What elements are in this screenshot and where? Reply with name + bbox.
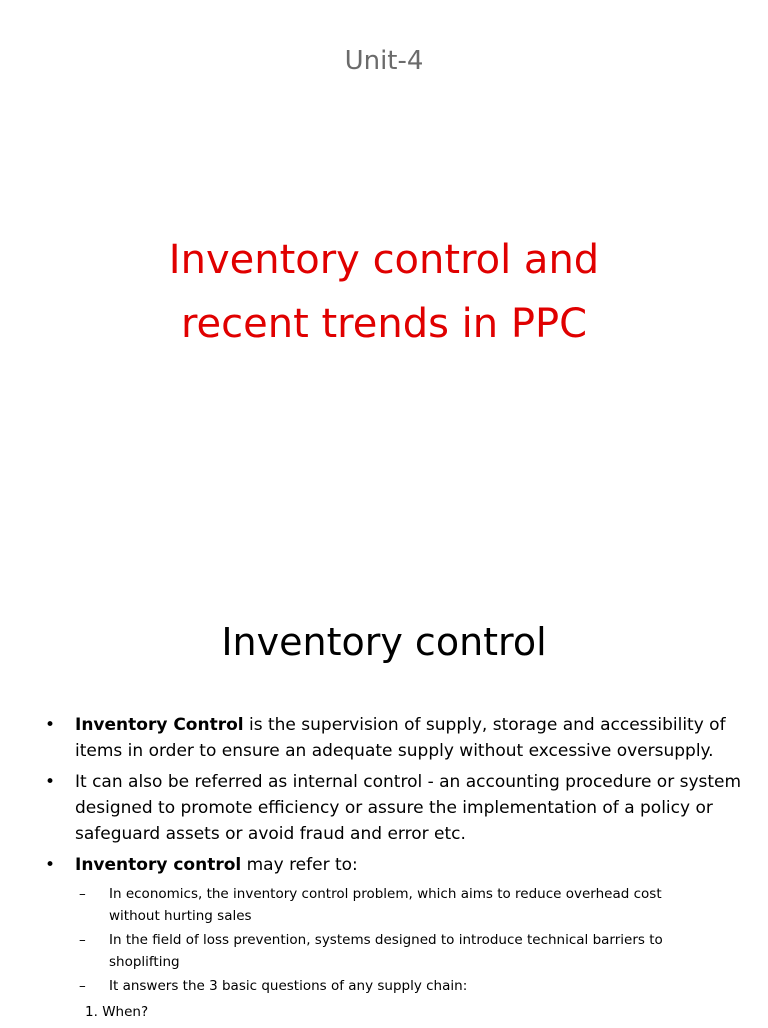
bullet-bold-text: Inventory control <box>75 855 242 875</box>
sub-item-text: In economics, the inventory control problem, which aims to reduce overhead cost without hurting sales <box>109 886 662 924</box>
bullet-icon: • <box>45 855 56 875</box>
bullet-icon: • <box>45 772 56 792</box>
bullet-item <box>42 852 742 1023</box>
content-slide <box>0 560 768 1024</box>
unit-label: Unit-4 <box>344 46 424 76</box>
presentation-title <box>70 228 698 356</box>
sub-item-text: When? <box>102 1004 149 1020</box>
bullet-list <box>42 712 742 1028</box>
bullet-text: may refer to: <box>241 855 358 875</box>
sub-item-text: It answers the 3 basic questions of any supply chain: <box>109 978 468 994</box>
title-line-2: recent trends in PPC <box>180 301 588 347</box>
dash-icon: – <box>79 886 86 902</box>
bullet-text: It can also be referred as internal control - an accounting procedure or system designed to promote efficiency or assure the implementation of a policy or safeguard assets or avoid fraud and error etc. <box>75 772 742 844</box>
numbered-item <box>75 1001 695 1023</box>
bullet-icon: • <box>45 715 56 735</box>
slide-title: Inventory control <box>221 620 547 664</box>
sub-item <box>75 929 695 973</box>
title-line-1: Inventory control and <box>168 237 600 283</box>
number-marker: 1. <box>85 1004 98 1020</box>
sub-item <box>75 975 695 997</box>
bullet-bold-text: Inventory Control <box>75 715 244 735</box>
sub-item <box>75 883 695 927</box>
bullet-item <box>42 712 742 764</box>
dash-icon: – <box>79 978 86 994</box>
bullet-item <box>42 769 742 847</box>
dash-icon: – <box>79 932 86 948</box>
bullet-text: is the supervision of supply, storage and accessibility of items in order to ensure an adequate supply without excessive oversupply. <box>75 715 726 761</box>
sub-list <box>75 883 695 1023</box>
sub-item-text: In the field of loss prevention, systems designed to introduce technical barriers to shoplifting <box>109 932 663 970</box>
